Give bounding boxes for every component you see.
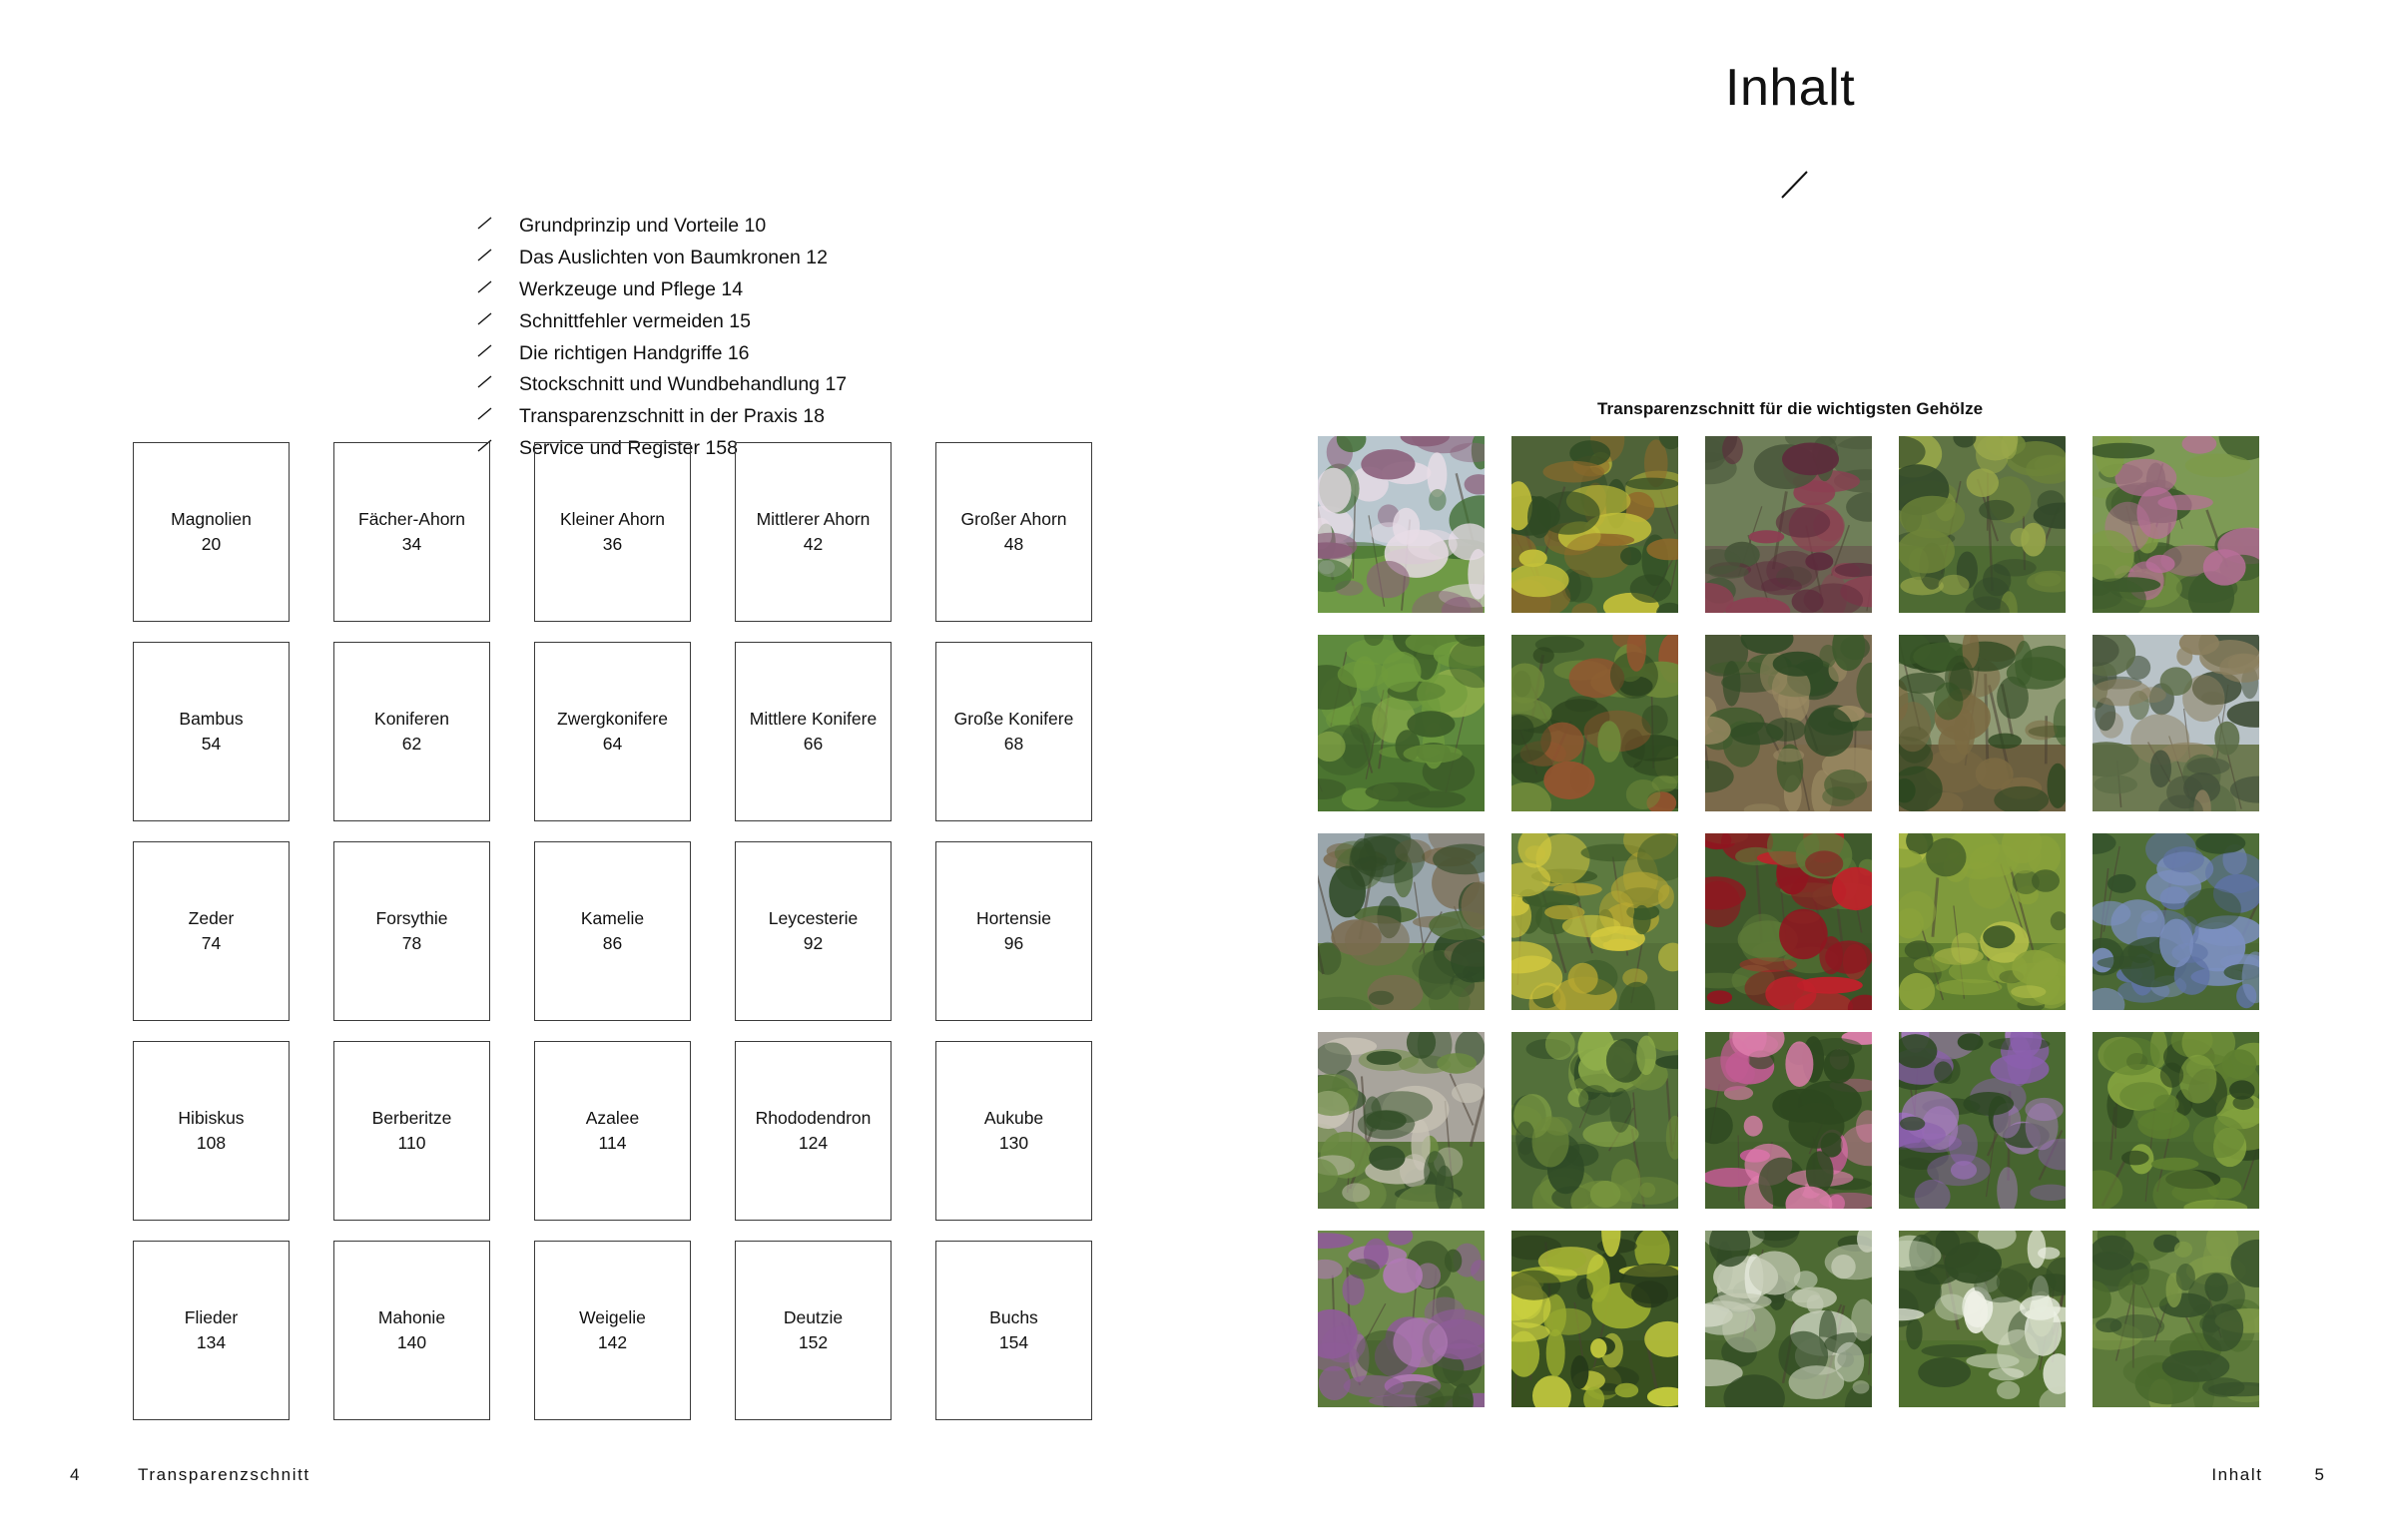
toc-item[interactable] — [477, 405, 1036, 428]
chapter-box[interactable] — [333, 1041, 490, 1221]
plant-photo — [2093, 1032, 2259, 1209]
diagonal-slash-icon — [1779, 168, 1813, 202]
chapter-name: Mahonie — [377, 1306, 446, 1327]
chapter-page-number: 48 — [1003, 534, 1024, 554]
toc-item[interactable] — [477, 247, 1036, 269]
plant-photo — [1899, 436, 2066, 613]
diagonal-slash-icon — [477, 311, 519, 326]
chapter-page-number: 142 — [597, 1332, 628, 1352]
chapter-box[interactable] — [735, 1241, 892, 1420]
plant-photo — [1318, 635, 1485, 811]
plant-photo — [1318, 1231, 1485, 1407]
chapter-box[interactable] — [935, 442, 1092, 622]
chapter-name: Hortensie — [976, 907, 1051, 928]
plant-photo — [1705, 436, 1872, 613]
plant-photo — [1899, 833, 2066, 1010]
plant-photo — [2093, 635, 2259, 811]
chapter-box[interactable] — [935, 1241, 1092, 1420]
chapter-page-number: 114 — [598, 1133, 627, 1153]
chapter-box[interactable] — [333, 841, 490, 1021]
chapter-name: Buchs — [989, 1306, 1038, 1327]
chapter-box[interactable] — [333, 642, 490, 821]
plant-photo — [1705, 1231, 1872, 1407]
plant-photo — [1511, 1231, 1678, 1407]
chapter-page-number: 78 — [401, 933, 422, 953]
plant-photo — [1511, 833, 1678, 1010]
chapter-box[interactable] — [133, 442, 290, 622]
chapter-name: Hibiskus — [178, 1107, 245, 1128]
diagonal-slash-icon — [477, 216, 519, 231]
photo-section-caption: Transparenzschnitt für die wichtigsten Gehölze — [1597, 399, 1984, 418]
left-page-footer — [70, 1465, 310, 1485]
chapter-name: Leycesterie — [768, 907, 859, 928]
chapter-name: Zeder — [188, 907, 235, 928]
plant-photo — [1705, 1032, 1872, 1209]
diagonal-slash-icon — [477, 279, 519, 294]
left-page-footer-label: Transparenzschnitt — [138, 1465, 310, 1484]
chapter-name: Koniferen — [374, 708, 449, 729]
chapter-box[interactable] — [133, 841, 290, 1021]
chapter-box[interactable] — [534, 442, 691, 622]
toc-item-label: Die richtigen Handgriffe 16 — [519, 341, 750, 364]
photo-grid — [1318, 436, 2259, 1407]
chapter-box[interactable] — [935, 642, 1092, 821]
chapter-box-grid — [133, 442, 1092, 1420]
diagonal-slash-icon — [477, 374, 519, 389]
chapter-box[interactable] — [735, 1041, 892, 1221]
table-of-contents — [477, 215, 1036, 469]
toc-item[interactable] — [477, 342, 1036, 365]
plant-photo — [1318, 1032, 1485, 1209]
chapter-name: Berberitze — [371, 1107, 452, 1128]
plant-photo — [1705, 833, 1872, 1010]
toc-item-label: Service und Register 158 — [519, 437, 738, 460]
toc-item-label: Transparenzschnitt in der Praxis 18 — [519, 405, 826, 428]
chapter-box[interactable] — [735, 642, 892, 821]
chapter-page-number: 62 — [401, 734, 422, 754]
toc-item[interactable] — [477, 278, 1036, 301]
chapter-page-number: 140 — [396, 1332, 427, 1352]
plant-photo — [1511, 436, 1678, 613]
toc-item-label: Das Auslichten von Baumkronen 12 — [519, 246, 828, 268]
chapter-box[interactable] — [534, 1041, 691, 1221]
right-page-footer — [2211, 1465, 2324, 1485]
chapter-box[interactable] — [735, 442, 892, 622]
chapter-page-number: 34 — [401, 534, 422, 554]
plant-photo — [1511, 635, 1678, 811]
toc-item-label: Werkzeuge und Pflege 14 — [519, 277, 744, 300]
chapter-page-number: 110 — [397, 1133, 426, 1153]
chapter-page-number: 92 — [803, 933, 824, 953]
page-title: Inhalt — [1725, 59, 1856, 117]
chapter-name: Aukube — [983, 1107, 1044, 1128]
chapter-box[interactable] — [534, 642, 691, 821]
chapter-box[interactable] — [534, 841, 691, 1021]
chapter-box[interactable] — [935, 841, 1092, 1021]
chapter-name: Magnolien — [171, 508, 252, 529]
chapter-page-number: 20 — [201, 534, 222, 554]
plant-photo — [1318, 436, 1485, 613]
diagonal-slash-icon — [477, 406, 519, 421]
right-page-number: 5 — [2314, 1465, 2324, 1484]
chapter-page-number: 54 — [201, 734, 222, 754]
chapter-page-number: 96 — [1003, 933, 1024, 953]
chapter-box[interactable] — [333, 442, 490, 622]
left-page-number: 4 — [70, 1465, 80, 1484]
chapter-name: Deutzie — [783, 1306, 844, 1327]
right-page-footer-label: Inhalt — [2211, 1465, 2263, 1484]
chapter-name: Bambus — [179, 708, 244, 729]
toc-item-label: Schnittfehler vermeiden 15 — [519, 309, 751, 332]
chapter-box[interactable] — [935, 1041, 1092, 1221]
chapter-page-number: 134 — [196, 1332, 227, 1352]
plant-photo — [1899, 635, 2066, 811]
chapter-page-number: 66 — [803, 734, 824, 754]
chapter-box[interactable] — [534, 1241, 691, 1420]
chapter-name: Große Konifere — [953, 708, 1074, 729]
plant-photo — [2093, 436, 2259, 613]
chapter-box[interactable] — [333, 1241, 490, 1420]
plant-photo — [1318, 833, 1485, 1010]
toc-item-label: Grundprinzip und Vorteile 10 — [519, 215, 767, 237]
plant-photo — [1899, 1231, 2066, 1407]
chapter-name: Forsythie — [375, 907, 448, 928]
chapter-page-number: 154 — [998, 1332, 1029, 1352]
chapter-page-number: 86 — [602, 933, 623, 953]
chapter-name: Weigelie — [579, 1306, 646, 1327]
chapter-page-number: 130 — [998, 1133, 1029, 1153]
chapter-name: Kleiner Ahorn — [559, 508, 666, 529]
chapter-page-number: 108 — [196, 1133, 227, 1153]
chapter-page-number: 42 — [803, 534, 824, 554]
chapter-page-number: 74 — [201, 933, 222, 953]
diagonal-slash-icon — [477, 248, 519, 262]
chapter-name: Mittlerer Ahorn — [756, 508, 871, 529]
chapter-page-number: 152 — [798, 1332, 829, 1352]
toc-item[interactable] — [477, 215, 1036, 238]
chapter-name: Kamelie — [580, 907, 645, 928]
chapter-page-number: 124 — [798, 1133, 829, 1153]
chapter-page-number: 36 — [602, 534, 623, 554]
toc-item-label: Stockschnitt und Wundbehandlung 17 — [519, 373, 848, 396]
chapter-page-number: 64 — [602, 734, 623, 754]
plant-photo — [2093, 1231, 2259, 1407]
chapter-name: Mittlere Konifere — [749, 708, 878, 729]
plant-photo — [1511, 1032, 1678, 1209]
plant-photo — [1899, 1032, 2066, 1209]
chapter-box[interactable] — [735, 841, 892, 1021]
chapter-name: Zwergkonifere — [557, 708, 668, 729]
toc-item[interactable] — [477, 310, 1036, 333]
chapter-box[interactable] — [133, 642, 290, 821]
chapter-name: Flieder — [184, 1306, 239, 1327]
chapter-page-number: 68 — [1003, 734, 1024, 754]
chapter-name: Fächer-Ahorn — [358, 508, 465, 529]
plant-photo — [1705, 635, 1872, 811]
plant-photo — [2093, 833, 2259, 1010]
toc-item[interactable] — [477, 373, 1036, 396]
chapter-name: Großer Ahorn — [960, 508, 1067, 529]
chapter-box[interactable] — [133, 1041, 290, 1221]
chapter-name: Rhododendron — [755, 1107, 872, 1128]
chapter-box[interactable] — [133, 1241, 290, 1420]
diagonal-slash-icon — [477, 343, 519, 358]
chapter-name: Azalee — [585, 1107, 640, 1128]
